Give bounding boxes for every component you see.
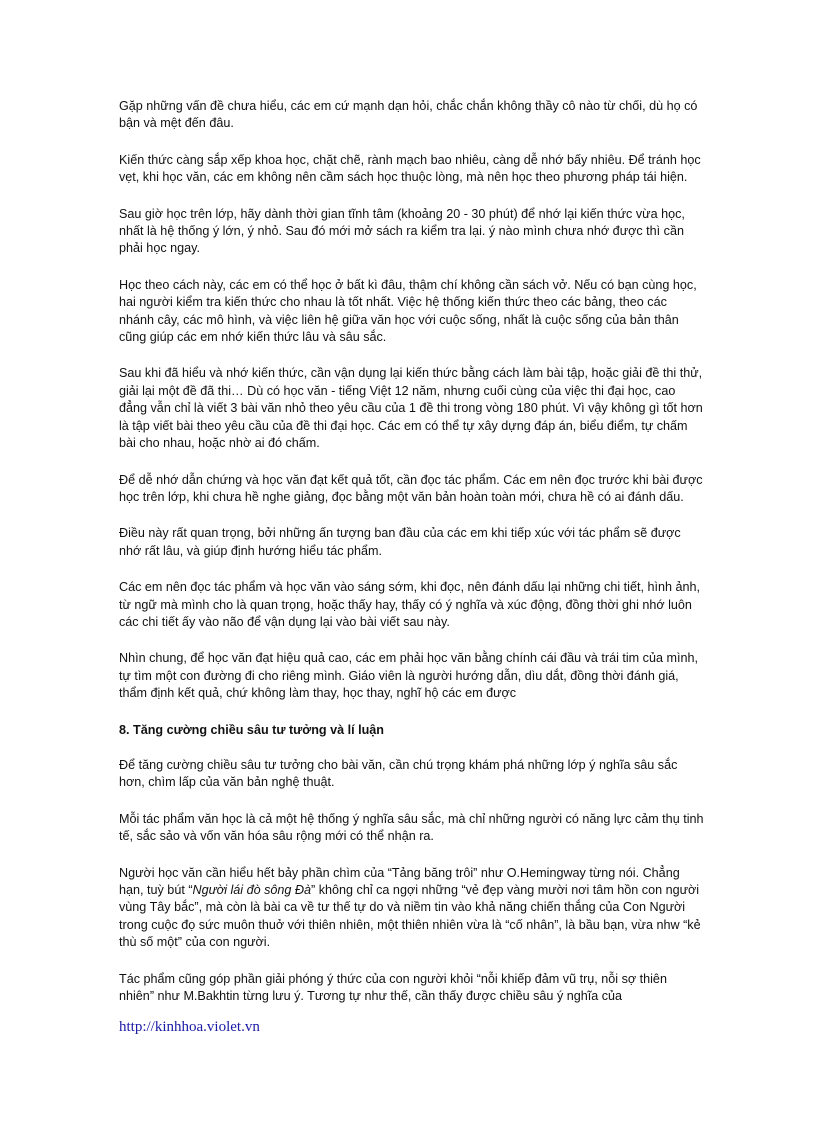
paragraph: Nhìn chung, để học văn đạt hiệu quả cao, các em phải học văn bằng chính cái đầu và trái tim của mình, tự tìm một con đường đi cho riêng mình. Giáo viên là người hướng dẫn, dìu dắt, đồng thời đánh giá, thẩm định kết quả, chứ không làm thay, học thay, nghĩ hộ các em được — [119, 651, 698, 701]
paragraph: Điều này rất quan trọng, bởi những ấn tượng ban đầu của các em khi tiếp xúc với tác phẩm sẽ được nhớ rất lâu, và giúp định hướng hiểu tác phẩm. — [119, 526, 681, 558]
paragraph-text: ” không chỉ ca ngợi những “vẻ đẹp vàng mười nơi tâm hồn con người vùng Tây bắc”, mà còn là bài ca về tư thế tự do và niềm tin vào khả năng chiến thắng của Con Người trong cuộc đọ sức muôn thuở với thiên nhiên, một thiên nhiên vừa là “cố nhân”, là bầu bạn, vừa nhw “kẻ thù số một” của con người. — [119, 883, 701, 950]
section-heading: 8. Tăng cường chiều sâu tư tưởng và lí luận — [119, 722, 384, 737]
footer-link[interactable]: http://kinhhoa.violet.vn — [119, 1019, 260, 1035]
paragraph: Tác phẩm cũng góp phần giải phóng ý thức của con người khỏi “nỗi khiếp đảm vũ trụ, nỗi sợ thiên nhiên” như M.Bakhtin từng lưu ý. Tương tự như thế, cần thấy được chiều sâu ý nghĩa của — [119, 971, 667, 1004]
paragraph-hemingway — [119, 865, 704, 952]
paragraph: Sau khi đã hiểu và nhớ kiến thức, cần vận dụng lại kiến thức bằng cách làm bài tập, hoặc giải đề thi thử, giải lại một đề đã thi… Dù có học văn - tiếng Việt 12 năm, nhưng cuối cùng của việc thi đại học, cao đẳng vẫn chỉ là viết 3 bài văn nhỏ theo yêu cầu của 1 đề thi trong vòng 180 phút. Vì vậy không gì tốt hơn là tập viết bài theo yêu cầu của đề thi đại học. Các em có thể tự xây dựng đáp án, biểu điểm, tự chấm bài cho nhau, hoặc nhờ ai đó chấm. — [119, 366, 703, 451]
paragraph: Học theo cách này, các em có thể học ở bất kì đâu, thậm chí không cần sách vở. Nếu có bạn cùng học, hai người kiểm tra kiến thức cho nhau là tốt nhất. Việc hệ thống kiến thức theo các bảng, theo các nhánh cây, các mô hình, và việc liên hệ giữa văn học với cuộc sống, nhất là cuộc sống của bản thân cũng giúp các em nhớ kiến thức lâu và sâu sắc. — [119, 277, 697, 345]
document-body — [119, 98, 704, 1024]
paragraph: Mỗi tác phẩm văn học là cả một hệ thống ý nghĩa sâu sắc, mà chỉ những người có năng lực cảm thụ tinh tế, sắc sảo và vốn văn hóa sâu rộng mới có thể nhận ra. — [119, 811, 704, 844]
italic-title: Người lái đò sông Đà — [192, 883, 312, 897]
paragraph: Gặp những vấn đề chưa hiểu, các em cứ mạnh dạn hỏi, chắc chắn không thầy cô nào từ chối, dù họ có bận và mệt đến đâu. — [119, 99, 698, 131]
paragraph: Các em nên đọc tác phẩm và học văn vào sáng sớm, khi đọc, nên đánh dấu lại những chi tiết, hình ảnh, từ ngữ mà mình cho là quan trọng, hoặc thấy hay, thấy có ý nghĩa và xúc động, đồng thời ghi nhớ luôn các chi tiết ấy vào não để vận dụng lại vào bài viết sau này. — [119, 580, 700, 629]
paragraph: Sau giờ học trên lớp, hãy dành thời gian tĩnh tâm (khoảng 20 - 30 phút) để nhớ lại kiến thức vừa học, nhất là hệ thống ý lớn, ý nhỏ. Sau đó mới mở sách ra kiểm tra lại. ý nào mình chưa nhớ được thì cần phải học ngay. — [119, 206, 685, 256]
paragraph: Kiến thức càng sắp xếp khoa học, chặt chẽ, rành mạch bao nhiêu, càng dễ nhớ bấy nhiêu. Để tránh học vẹt, khi học văn, các em không nên cầm sách học thuộc lòng, mà nên học theo phương pháp tái hiện. — [119, 152, 701, 185]
paragraph: Để tăng cường chiều sâu tư tưởng cho bài văn, cần chú trọng khám phá những lớp ý nghĩa sâu sắc hơn, chìm lấp của văn bản nghệ thuật. — [119, 757, 678, 790]
paragraph: Để dễ nhớ dẫn chứng và học văn đạt kết quả tốt, cần đọc tác phẩm. Các em nên đọc trước khi bài được học trên lớp, khi chưa hề nghe giảng, đọc bằng một văn bản hoàn toàn mới, chưa hề có ai đánh dấu. — [119, 472, 703, 504]
paragraph-text: Người học văn cần hiểu hết bảy phần chìm của “Tảng băng trôi” như O.Hemingway từng nói. Chẳng hạn, tuỳ bút “ — [119, 865, 680, 897]
